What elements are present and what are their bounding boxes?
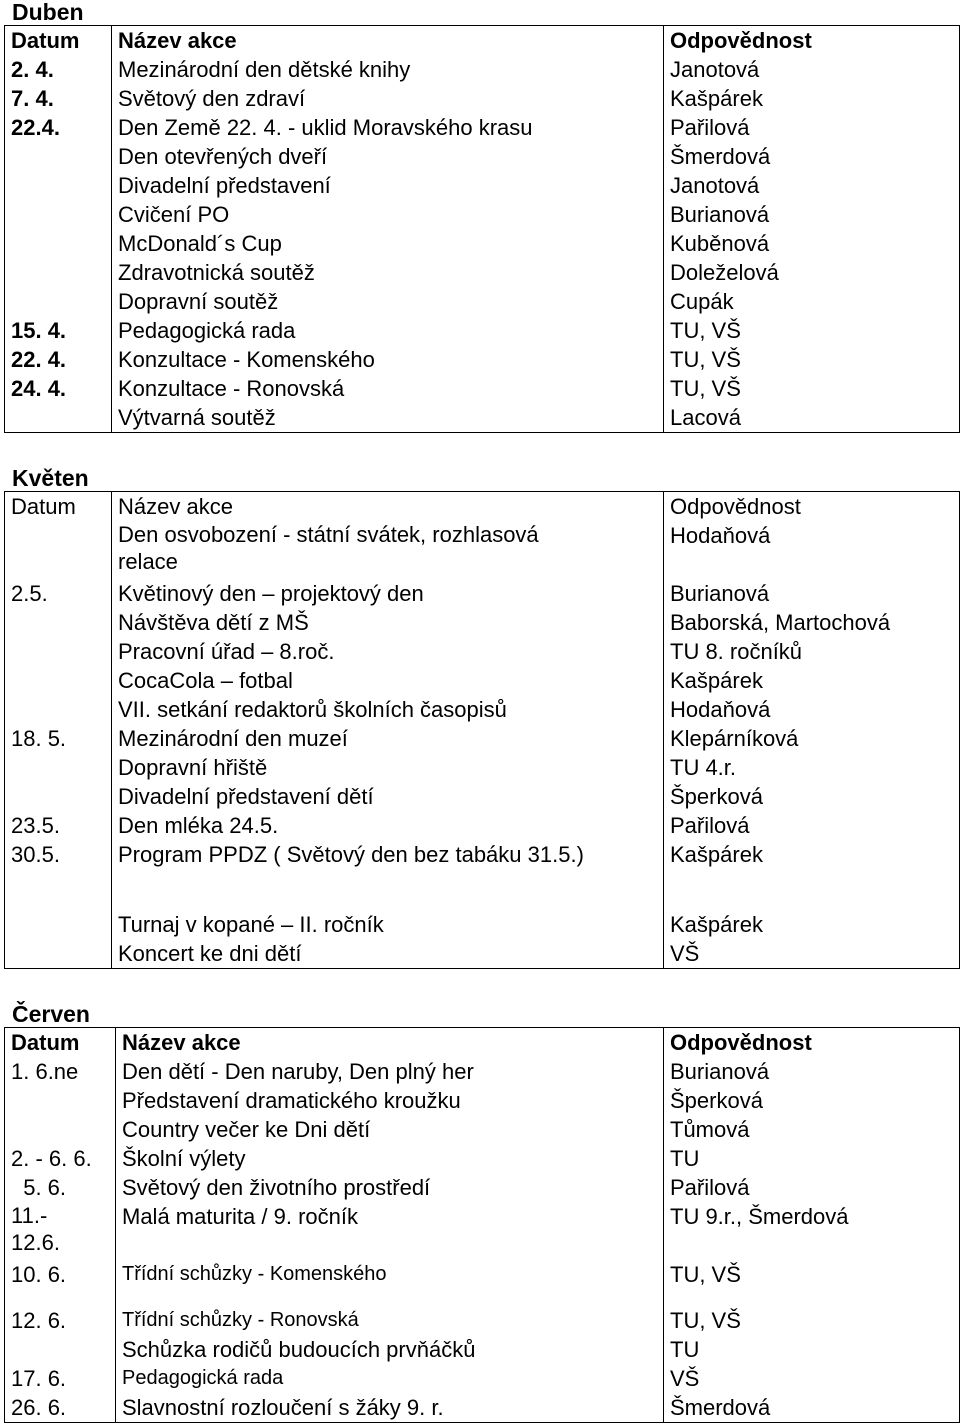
row-date: 7. 4. [5,84,112,113]
row-responsible: Pařilová [664,1173,960,1202]
row-date [5,521,112,579]
header-date: Datum [5,492,112,522]
row-event: Program PPDZ ( Světový den bez tabáku 31.5.) [112,840,664,869]
row-responsible: Kašpárek [664,666,960,695]
row-event [112,869,664,910]
row-event: Divadelní představení [112,171,664,200]
row-responsible: Šmerdová [664,1393,960,1423]
may-table [4,491,960,969]
row-date: 12. 6. [5,1306,116,1335]
row-date [5,229,112,258]
row-date [5,910,112,939]
row-date: 2. 4. [5,55,112,84]
row-date [5,142,112,171]
row-date [5,1115,116,1144]
row-event: Dopravní soutěž [112,287,664,316]
table-row [5,724,960,753]
row-date: 26. 6. [5,1393,116,1423]
row-event: Turnaj v kopané – II. ročník [112,910,664,939]
table-row [5,374,960,403]
table-row [5,910,960,939]
table-row [5,229,960,258]
table-row [5,1173,960,1202]
row-date: 15. 4. [5,316,112,345]
table-row [5,637,960,666]
table-header-row [5,1028,960,1058]
row-event: Den Země 22. 4. - uklid Moravského krasu [112,113,664,142]
table-row [5,55,960,84]
table-row [5,171,960,200]
row-responsible: Burianová [664,579,960,608]
table-row [5,258,960,287]
header-event: Název akce [112,492,664,522]
table-row [5,113,960,142]
row-responsible: TU, VŠ [664,345,960,374]
table-row [5,345,960,374]
row-responsible: Hodaňová [664,695,960,724]
table-row [5,287,960,316]
row-responsible [664,869,960,910]
row-event: Mezinárodní den dětské knihy [112,55,664,84]
row-responsible: VŠ [664,1364,960,1393]
row-responsible: TU 8. ročníků [664,637,960,666]
row-date: 2.5. [5,579,112,608]
row-event: Malá maturita / 9. ročník [116,1202,664,1260]
april-table [4,25,960,433]
table-row [5,1202,960,1260]
row-date [5,869,112,910]
row-responsible: Cupák [664,287,960,316]
table-row [5,869,960,910]
row-date [5,1335,116,1364]
row-responsible: Burianová [664,200,960,229]
header-event: Název akce [116,1028,664,1058]
table-header-row [5,492,960,522]
month-title-april: Duben [12,0,84,25]
row-responsible: Doleželová [664,258,960,287]
row-event: CocaCola – fotbal [112,666,664,695]
row-date [5,666,112,695]
table-row [5,811,960,840]
row-responsible: Šmerdová [664,142,960,171]
row-responsible: Janotová [664,55,960,84]
row-event: Zdravotnická soutěž [112,258,664,287]
row-responsible: Pařilová [664,113,960,142]
row-event: Mezinárodní den muzeí [112,724,664,753]
june-section [0,1002,960,1423]
row-responsible: TU [664,1335,960,1364]
row-responsible: Burianová [664,1057,960,1086]
table-row [5,403,960,433]
row-event: Návštěva dětí z MŠ [112,608,664,637]
row-event: Světový den životního prostředí [116,1173,664,1202]
row-date: 22. 4. [5,345,112,374]
row-date [5,753,112,782]
table-header-row [5,26,960,56]
row-date [5,637,112,666]
row-date: 5. 6. [5,1173,116,1202]
row-date [5,171,112,200]
row-date: 18. 5. [5,724,112,753]
row-event: Konzultace - Ronovská [112,374,664,403]
month-title-may: Květen [12,465,89,491]
table-row [5,1364,960,1393]
table-row [5,1335,960,1364]
row-responsible: TU 9.r., Šmerdová [664,1202,960,1260]
table-row [5,608,960,637]
header-date: Datum [5,26,112,56]
row-event: Slavnostní rozloučení s žáky 9. r. [116,1393,664,1423]
row-event: Den dětí - Den naruby, Den plný her [116,1057,664,1086]
row-event: Výtvarná soutěž [112,403,664,433]
table-row [5,840,960,869]
header-event: Název akce [112,26,664,56]
row-date: 23.5. [5,811,112,840]
table-row [5,521,960,579]
row-event: Pedagogická rada [112,316,664,345]
row-date: 22.4. [5,113,112,142]
row-event: Den otevřených dveří [112,142,664,171]
header-responsible: Odpovědnost [664,1028,960,1058]
row-event: Koncert ke dni dětí [112,939,664,969]
row-responsible: Kuběnová [664,229,960,258]
row-responsible: Tůmová [664,1115,960,1144]
row-date: 11.- 12.6. [5,1202,116,1260]
row-event: Schůzka rodičů budoucích prvňáčků [116,1335,664,1364]
row-responsible: Baborská, Martochová [664,608,960,637]
row-responsible: Pařilová [664,811,960,840]
row-event: Představení dramatického kroužku [116,1086,664,1115]
row-date: 17. 6. [5,1364,116,1393]
row-date [5,200,112,229]
row-responsible: Kašpárek [664,84,960,113]
row-responsible: Kašpárek [664,910,960,939]
table-row [5,695,960,724]
row-date [5,939,112,969]
table-row [5,939,960,969]
month-title-june: Červen [12,1001,90,1027]
row-responsible: Janotová [664,171,960,200]
row-responsible: TU, VŠ [664,1306,960,1335]
row-date [5,608,112,637]
row-date: 2. - 6. 6. [5,1144,116,1173]
table-row [5,1306,960,1335]
table-row [5,200,960,229]
header-date: Datum [5,1028,116,1058]
row-date: 1. 6.ne [5,1057,116,1086]
table-row [5,1115,960,1144]
row-responsible: TU 4.r. [664,753,960,782]
row-event: Školní výlety [116,1144,664,1173]
row-event: Country večer ke Dni dětí [116,1115,664,1144]
row-event: McDonald´s Cup [112,229,664,258]
row-responsible: TU, VŠ [664,374,960,403]
table-row [5,316,960,345]
table-row [5,753,960,782]
row-responsible: VŠ [664,939,960,969]
row-date [5,403,112,433]
header-responsible: Odpovědnost [664,26,960,56]
table-row [5,666,960,695]
row-event: Pedagogická rada [116,1364,664,1393]
table-row [5,1260,960,1306]
table-row [5,579,960,608]
row-date [5,695,112,724]
table-row [5,1057,960,1086]
header-responsible: Odpovědnost [664,492,960,522]
row-date: 24. 4. [5,374,112,403]
row-responsible: TU, VŠ [664,1260,960,1306]
row-event: Divadelní představení dětí [112,782,664,811]
row-responsible: TU [664,1144,960,1173]
april-section [0,0,960,433]
row-event: Cvičení PO [112,200,664,229]
row-event: Světový den zdraví [112,84,664,113]
table-row [5,1144,960,1173]
row-responsible: Lacová [664,403,960,433]
row-event: Třídní schůzky - Ronovská [116,1306,664,1335]
row-responsible: Hodaňová [664,521,960,579]
row-date: 10. 6. [5,1260,116,1306]
row-responsible: Kašpárek [664,840,960,869]
row-date [5,782,112,811]
row-event: Den osvobození - státní svátek, rozhlasová relace [112,521,664,579]
row-date [5,1086,116,1115]
row-responsible: Šperková [664,1086,960,1115]
may-section [0,466,960,969]
row-responsible: Šperková [664,782,960,811]
row-event: Den mléka 24.5. [112,811,664,840]
row-date [5,287,112,316]
row-date: 30.5. [5,840,112,869]
row-event: Třídní schůzky - Komenského [116,1260,664,1306]
june-table [4,1027,960,1423]
row-event: Dopravní hřiště [112,753,664,782]
row-date [5,258,112,287]
row-event: Pracovní úřad – 8.roč. [112,637,664,666]
row-event: Konzultace - Komenského [112,345,664,374]
row-event: Květinový den – projektový den [112,579,664,608]
row-responsible: TU, VŠ [664,316,960,345]
table-row [5,782,960,811]
table-row [5,1086,960,1115]
row-responsible: Klepárníková [664,724,960,753]
table-row [5,142,960,171]
row-event: VII. setkání redaktorů školních časopisů [112,695,664,724]
table-row [5,1393,960,1423]
table-row [5,84,960,113]
